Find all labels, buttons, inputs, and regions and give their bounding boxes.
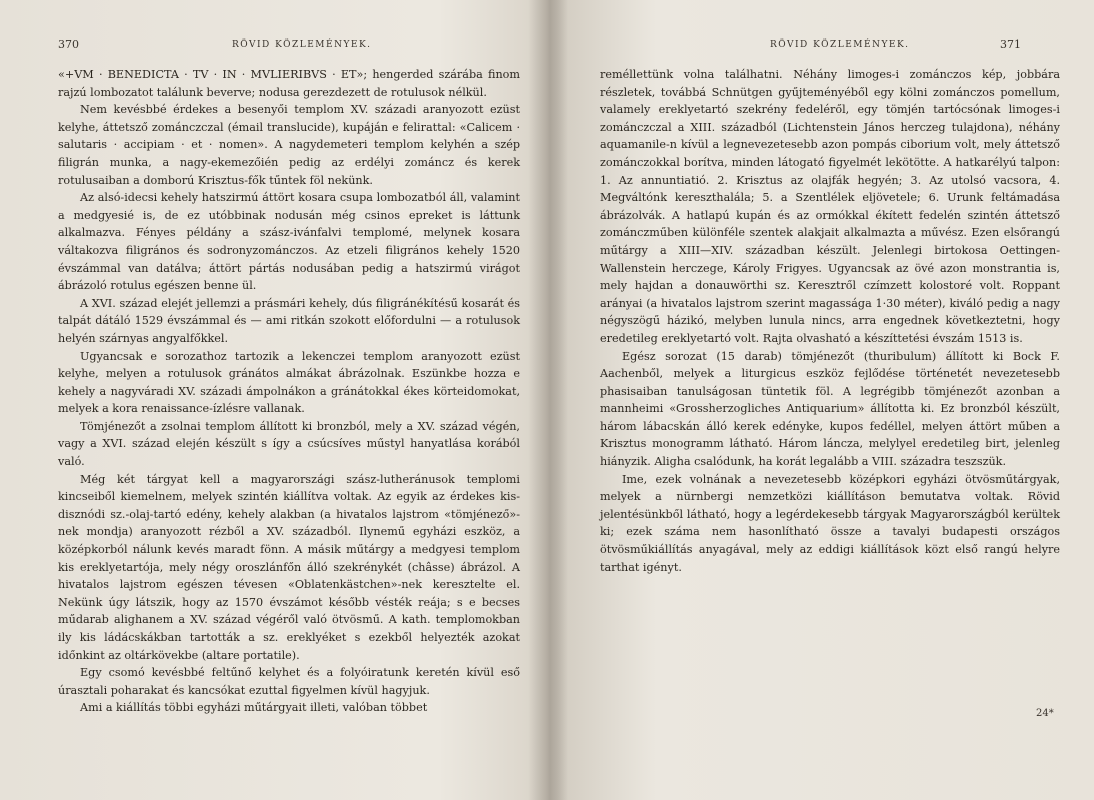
- paragraph: Ami a kiállítás többi egyházi műtárgyait illeti, valóban többet: [80, 701, 428, 715]
- paragraph: Még két tárgyat kell a magyarországi szász-lutheránusok templomi kincseiből kiemelnem, melyek szintén kiállítva voltak. Az egyik az érdekes kis-disznódi sz.-olaj-tartó edény, kehely alakban (a hivatalos lajstrom «tömjénező»-nek mondja) aranyozott rézből a XV. századból. Ilynemű egyházi eszköz, a középkorból nálunk kevés maradt fönn. A másik műtárgy a medgyesi templom kis ereklyetartója, mely négy oroszlánfőn álló szekrénykét (châsse) ábrázol. A hivatalos lajstrom egészen tévesen «Oblatenkästchen»-nek keresztelte el. Nekünk úgy látszik, hogy az 1570 évszámot később vésték reája; s e becses műdarab alighanem a XV. század végéről való ötvösmű. A kath. templomokban ily kis ládácskákban tartották a sz. ereklyéket s ezekből helyezték azokat időnkint az oltárkövekbe (altare portatile).: [58, 472, 520, 662]
- paragraph: Nem kevésbbé érdekes a besenyői templom XV. századi aranyozott ezüst kelyhe, áttetsző zománczczal (émail translucide), kupáján e felirattal: «Calicem · salutaris · accipiam · et · nomen». A nagydemeteri templom kelyhén a szép filigrán munka, a nagy-ekemezőién pedig az erdélyi zománcz és kerek rotulusaiban a domború Krisztus-fők tűntek föl nekünk.: [58, 103, 520, 187]
- right-page: [556, 0, 1094, 800]
- left-page: [0, 0, 540, 800]
- paragraph: Az alsó-idecsi kehely hatszirmú áttört kosara csupa lombozatból áll, valamint a medgyesié is, de ez utóbbinak nodusán még csinos epreket is láttunk alkalmazva. Fényes példány a szász-ivánfalvi templomé, melynek kosara váltakozva filigrános és sodronyzománczos. Az etzeli filigrános kehely 1520 évszámmal van datálva; áttört pártás nodusában pedig a hatszirmú virágot ábrázoló rotulus egészen benne ül.: [58, 191, 520, 293]
- paragraph: reméllettünk volna találhatni. Néhány limoges-i zománczos kép, jobbára részletek, továbbá Schnütgen gyűjteményéből egy kölni zománczos pomellum, valamely ereklyetartó szekrény fedeléről, egy tömjén tartócsónak limoges-i zománczczal a XIII. századból (Lichtenstein János herczeg tulajdona), néhány aquamanile-n kívül a legnevezetesebb azon pompás ciborium volt, mely áttetsző zománczokkal borítva, minden látogató figyelmét lekötötte. A hatkarélyú talpon: 1. Az annuntiatió. 2. Krisztus az olajfák hegyén; 3. Az utolsó vacsora, 4. Megváltónk kereszthalála; 5. a Szentlélek eljövetele; 6. Urunk feltámadása ábrázolvák. A hatlapú kupán és az ormókkal ékített fedelén szintén áttetsző zománczműben különféle szentek alakjait alkalmazta a művész. Ezen elsőrangú műtárgy a XIII—XIV. században készült. Jelenlegi birtokosa Oettingen-Wallenstein herczege, Károly Frigyes. Ugyancsak az övé azon monstrantia is, mely hajdan a donauwörthi sz. Keresztről czímzett kolostoré volt. Roppant arányai (a hivatalos lajstrom szerint magassága 1·30 méter), kiváló pedig a nagy négyszögű házikó, melyben lunula nincs, arra engednek következtetni, hogy eredetileg ereklyetartó volt. Rajta olvasható a készíttetési évszám 1513 is.: [600, 68, 1060, 345]
- page-number-left: 370: [58, 38, 79, 51]
- left-page-body: [58, 66, 520, 717]
- paragraph: Egész sorozat (15 darab) tömjénezőt (thuribulum) állított ki Bock F. Aachenből, melyek a liturgicus eszköz fejlődése történetét nevezetesebb phasisaiban tanulságosan tüntetik föl. A legrégibb tömjénezőt azonban a mannheimi «Grossherzogliches Antiquarium» állította ki. Ez bronzból készült, három lábacskán álló kerek edényke, kupos fedéllel, melyen áttört műben a Krisztus monogramm látható. Három láncza, melylyel eredetileg birt, jelenleg hiányzik. Aligha csalódunk, ha korát legalább a VIII. századra teszszük.: [600, 349, 1060, 469]
- paragraph: Ugyancsak e sorozathoz tartozik a lekenczei templom aranyozott ezüst kelyhe, melyen a rotulusok gránátos almákat ábrázolnak. Eszünkbe hozza e kehely a nagyváradi XV. századi ámpolnákon a gránátokkal ékes körteidomokat, melyek a kora renaissance-ízlésre vallanak.: [58, 349, 520, 416]
- paragraph: Tömjénezőt a zsolnai templom állított ki bronzból, mely a XV. század végén, vagy a XVI. század elején készült s így a csúcsíves műstyl hanyatlása korából való.: [58, 419, 520, 469]
- running-head-right: RÖVID KÖZLEMÉNYEK.: [770, 40, 910, 50]
- signature-mark: 24*: [1036, 708, 1054, 719]
- paragraph: Egy csomó kevésbbé feltűnő kelyhet és a folyóiratunk keretén kívül eső úrasztali poharakat és kancsókat ezuttal figyelmen kívül hagyjuk.: [58, 666, 520, 697]
- paragraph: A XVI. század elejét jellemzi a prásmári kehely, dús filigránékítésű kosarát és talpát dátáló 1529 évszámmal és — ami ritkán szokott előfordulni — a rotulusok helyén szárnyas angyalfőkkel.: [58, 296, 520, 345]
- page-number-right: 371: [1000, 38, 1021, 51]
- paragraph: Ime, ezek volnának a nevezetesebb középkori egyházi ötvösműtárgyak, melyek a nürnbergi nemzetközi kiállításon bemutatva voltak. Rövid jelentésünkből látható, hogy a legérdekesebb tárgyak Magyarországból kerültek ki; ezek száma nem hasonlítható össze a tavalyi budapesti országos ötvösműkiállítás anyagával, mely az eddigi kiállítások közt első rangú helyre tarthat igényt.: [600, 472, 1060, 574]
- right-page-body: [600, 66, 1060, 576]
- paragraph: «+VM · BENEDICTA · TV · IN · MVLIERIBVS · ET»; hengerded szárába finom rajzú lombozatot találunk beverve; nodusa gerezdezett de rotulusok nélkül.: [58, 68, 520, 99]
- running-head-left: RÖVID KÖZLEMÉNYEK.: [232, 40, 372, 50]
